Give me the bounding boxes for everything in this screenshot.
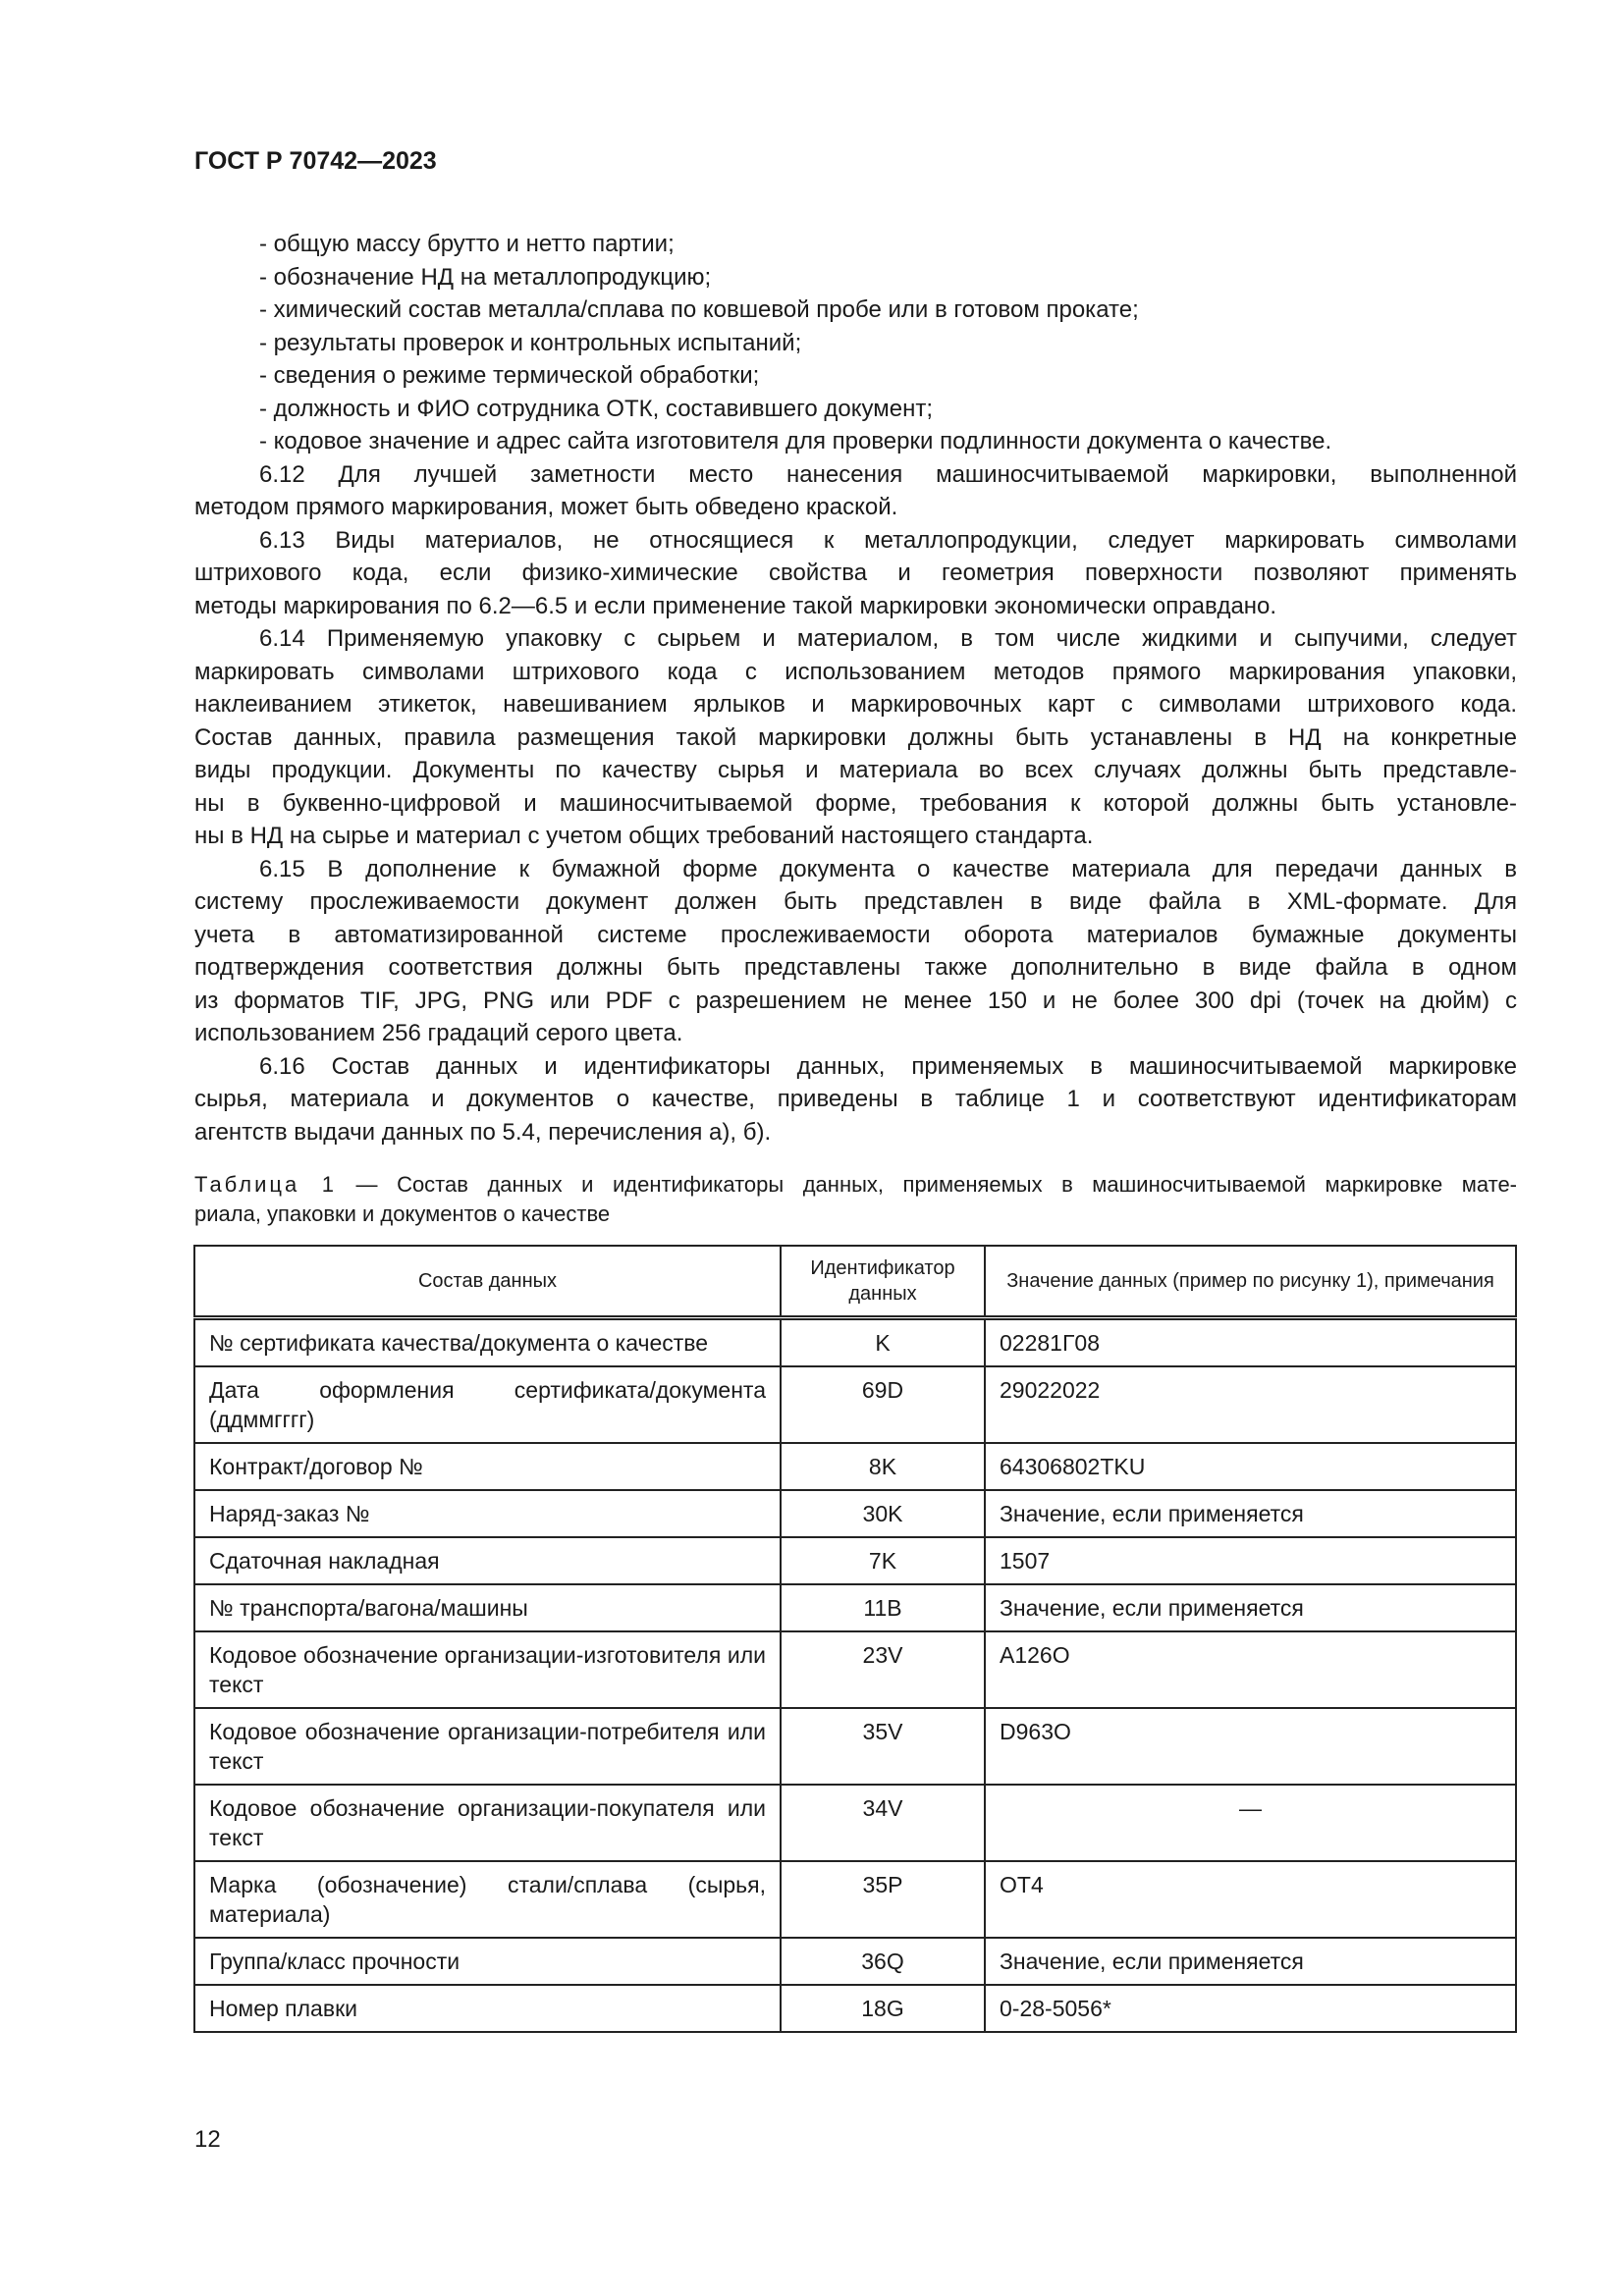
cell-identifier: 35V (781, 1708, 985, 1785)
table-row (194, 1985, 1516, 2032)
cell-data-composition: Марка (обозначение) стали/сплава (сырья, материала) (194, 1861, 781, 1938)
cell-value: Значение, если применяется (985, 1490, 1516, 1537)
paragraph (194, 524, 1517, 623)
table-row (194, 1861, 1516, 1938)
cell-value: 64306802TKU (985, 1443, 1516, 1490)
text-line: - химический состав металла/сплава по ковшевой пробе или в готовом прокате; (259, 296, 1139, 323)
cell-data-composition: Кодовое обозначение организации-потребителя или текст (194, 1708, 781, 1785)
text-line: 6.14 Применяемую упаковку с сырьем и материалом, в том числе жидкими и сыпучими, следует (259, 625, 1517, 652)
cell-identifier: 11B (781, 1584, 985, 1631)
text-line: систему прослеживаемости документ должен быть представлен в виде файла в XML-формате. Для (194, 888, 1517, 915)
text-line: - результаты проверок и контрольных испытаний; (259, 329, 802, 356)
cell-value: 02281Г08 (985, 1318, 1516, 1367)
cell-identifier: 7K (781, 1537, 985, 1584)
cell-value: 29022022 (985, 1366, 1516, 1443)
document-header: ГОСТ Р 70742—2023 (194, 147, 437, 175)
table-caption (194, 1170, 1517, 1229)
table-caption-line1: — Состав данных и идентификаторы данных, применяемых в машиносчитываемой маркировке мате- (355, 1172, 1518, 1197)
cell-identifier: 35P (781, 1861, 985, 1938)
table-row (194, 1785, 1516, 1861)
text-line: методы маркирования по 6.2—6.5 и если применение такой маркировки экономически оправдано. (194, 592, 1277, 619)
paragraph (194, 1050, 1517, 1149)
cell-value: A126O (985, 1631, 1516, 1708)
cell-data-composition: Наряд-заказ № (194, 1490, 781, 1537)
cell-data-composition: Сдаточная накладная (194, 1537, 781, 1584)
text-line: - сведения о режиме термической обработки; (259, 362, 760, 389)
column-header: Значение данных (пример по рисунку 1), примечания (985, 1246, 1516, 1318)
cell-value: — (985, 1785, 1516, 1861)
cell-data-composition: Номер плавки (194, 1985, 781, 2032)
text-line: методом прямого маркирования, может быть обведено краской. (194, 494, 898, 520)
text-line: учета в автоматизированной системе прослеживаемости оборота материалов бумажные документы (194, 921, 1517, 948)
text-line: - общую массу брутто и нетто партии; (259, 231, 675, 257)
cell-data-composition: Контракт/договор № (194, 1443, 781, 1490)
table-row (194, 1537, 1516, 1584)
cell-identifier: 18G (781, 1985, 985, 2032)
paragraph (194, 228, 1517, 261)
document-body (194, 228, 1517, 1148)
cell-value: Значение, если применяется (985, 1584, 1516, 1631)
cell-value: 1507 (985, 1537, 1516, 1584)
cell-identifier: 34V (781, 1785, 985, 1861)
text-line: агентств выдачи данных по 5.4, перечисления а), б). (194, 1118, 772, 1146)
text-line: - должность и ФИО сотрудника ОТК, составившего документ; (259, 395, 933, 422)
table-row (194, 1708, 1516, 1785)
text-line: 6.13 Виды материалов, не относящиеся к металлопродукции, следует маркировать символами (259, 526, 1517, 554)
table-caption-line2: риала, упаковки и документов о качестве (194, 1201, 611, 1226)
text-line: виды продукции. Документы по качеству сырья и материала во всех случаях должны быть представле- (194, 757, 1517, 783)
paragraph (194, 261, 1517, 294)
table-row (194, 1318, 1516, 1367)
text-line: - обозначение НД на металлопродукцию; (259, 263, 712, 291)
data-table (193, 1245, 1517, 2033)
paragraph (194, 853, 1517, 1050)
text-line: Состав данных, правила размещения такой маркировки должны быть устанавлены в НД на конкретные (194, 723, 1517, 751)
cell-data-composition: Группа/класс прочности (194, 1938, 781, 1985)
text-line: - кодовое значение и адрес сайта изготовителя для проверки подлинности документа о качестве. (259, 428, 1332, 454)
text-line: ны в буквенно-цифровой и машиносчитываемой форме, требования к которой должны быть установле- (194, 789, 1517, 817)
cell-identifier: 30K (781, 1490, 985, 1537)
text-line: использованием 256 градаций серого цвета. (194, 1020, 683, 1046)
paragraph (194, 393, 1517, 426)
cell-data-composition: № транспорта/вагона/машины (194, 1584, 781, 1631)
text-line: сырья, материала и документов о качестве, приведены в таблице 1 и соответствуют идентификаторам (194, 1086, 1517, 1112)
cell-identifier: 69D (781, 1366, 985, 1443)
cell-value: 0-28-5056* (985, 1985, 1516, 2032)
text-line: наклеиванием этикеток, навешиванием ярлыков и маркировочных карт с символами штрихового кода. (194, 691, 1517, 718)
cell-value: Значение, если применяется (985, 1938, 1516, 1985)
table-row (194, 1443, 1516, 1490)
column-header: Состав данных (194, 1246, 781, 1318)
cell-data-composition: № сертификата качества/документа о качестве (194, 1318, 781, 1367)
cell-identifier: 36Q (781, 1938, 985, 1985)
paragraph (194, 327, 1517, 360)
paragraph (194, 458, 1517, 524)
paragraph (194, 425, 1517, 458)
cell-data-composition: Кодовое обозначение организации-покупателя или текст (194, 1785, 781, 1861)
cell-value: ОТ4 (985, 1861, 1516, 1938)
table-row (194, 1490, 1516, 1537)
paragraph (194, 622, 1517, 853)
cell-identifier: 8K (781, 1443, 985, 1490)
text-line: 6.15 В дополнение к бумажной форме документа о качестве материала для передачи данных в (259, 855, 1517, 882)
table-row (194, 1938, 1516, 1985)
paragraph (194, 294, 1517, 327)
text-line: 6.12 Для лучшей заметности место нанесения машиносчитываемой маркировки, выполненной (259, 460, 1517, 488)
table-caption-label: Таблица 1 (194, 1172, 338, 1197)
cell-value: D963O (985, 1708, 1516, 1785)
text-line: ны в НД на сырье и материал с учетом общих требований настоящего стандарта. (194, 823, 1094, 849)
table-row (194, 1366, 1516, 1443)
cell-identifier: 23V (781, 1631, 985, 1708)
column-header: Идентификатор данных (781, 1246, 985, 1318)
text-line: штрихового кода, если физико-химические свойства и геометрия поверхности позволяют применять (194, 560, 1517, 586)
text-line: маркировать символами штрихового кода с использованием методов прямого маркирования упаковки, (194, 658, 1517, 685)
table-row (194, 1631, 1516, 1708)
paragraph (194, 359, 1517, 393)
page-number: 12 (194, 2126, 221, 2153)
text-line: 6.16 Состав данных и идентификаторы данных, применяемых в машиносчитываемой маркировке (259, 1052, 1517, 1080)
table-row (194, 1584, 1516, 1631)
table-header-row (194, 1246, 1516, 1318)
text-line: подтверждения соответствия должны быть представлены также дополнительно в виде файла в одном (194, 954, 1517, 981)
cell-data-composition: Дата оформления сертификата/документа (ддммгггг) (194, 1366, 781, 1443)
text-line: из форматов TIF, JPG, PNG или PDF с разрешением не менее 150 и не более 300 dpi (точек на дюйм) с (194, 987, 1517, 1014)
cell-data-composition: Кодовое обозначение организации-изготовителя или текст (194, 1631, 781, 1708)
cell-identifier: K (781, 1318, 985, 1367)
